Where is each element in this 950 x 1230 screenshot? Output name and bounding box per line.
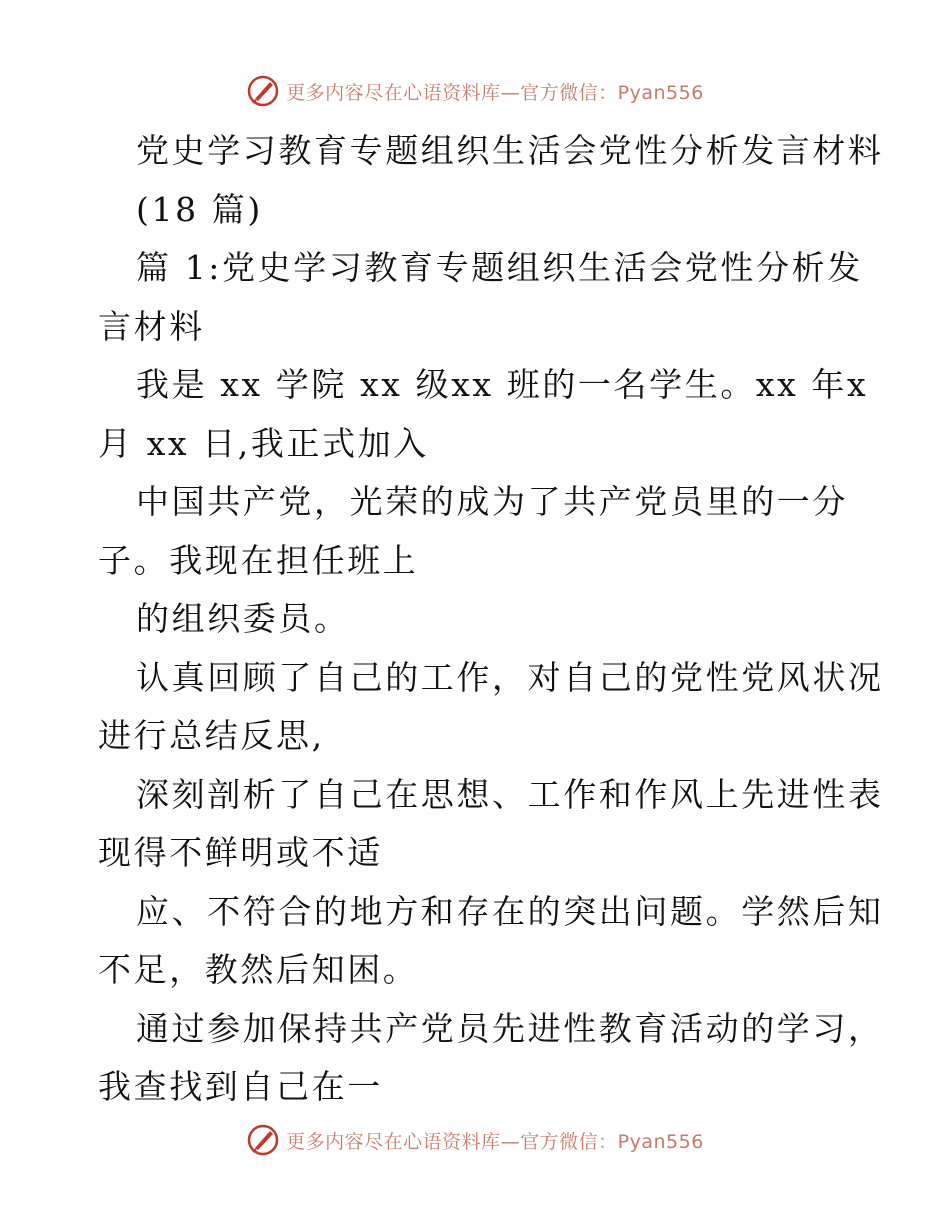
document-line: 我是 xx 学院 xx 级xx 班的一名学生。xx 年x [136, 365, 869, 404]
document-line: 党史学习教育专题组织生活会党性分析发言材料 [136, 131, 884, 170]
header-watermark-banner [0, 71, 950, 111]
document-line: 进行总结反思, [98, 716, 325, 755]
document-body [98, 122, 884, 1117]
document-line: 的组织委员。 [136, 599, 350, 638]
footer-banner-text: 更多内容尽在心语资料库—官方微信：Pyan556 [286, 1130, 704, 1153]
document-line: 深刻剖析了自己在思想、工作和作风上先进性表 [136, 774, 884, 814]
quill-logo-icon [246, 74, 280, 108]
document-lines [98, 122, 884, 1117]
document-line: 认真回顾了自己的工作，对自己的党性党风状况 [136, 657, 884, 697]
document-line: 言材料 [98, 306, 205, 346]
document-line: 月 xx 日,我正式加入 [98, 423, 429, 463]
document-line: 中国共产党，光荣的成为了共产党员里的一分 [136, 482, 848, 521]
document-line: 不足，教然后知困。 [98, 950, 419, 989]
document-line: (18 篇) [136, 189, 263, 229]
document-line: 通过参加保持共产党员先进性教育活动的学习， [136, 1008, 884, 1048]
document-line: 我查找到自己在一 [98, 1067, 383, 1106]
document-line: 应、不符合的地方和存在的突出问题。学然后知 [136, 891, 884, 931]
document-line: 子。我现在担任班上 [98, 540, 419, 580]
footer-watermark-banner [0, 1120, 950, 1160]
document-line: 篇 1:党史学习教育专题组织生活会党性分析发 [136, 248, 863, 287]
quill-logo-icon [246, 1123, 280, 1157]
header-banner-text: 更多内容尽在心语资料库—官方微信：Pyan556 [286, 81, 704, 104]
document-line: 现得不鲜明或不适 [98, 833, 383, 872]
